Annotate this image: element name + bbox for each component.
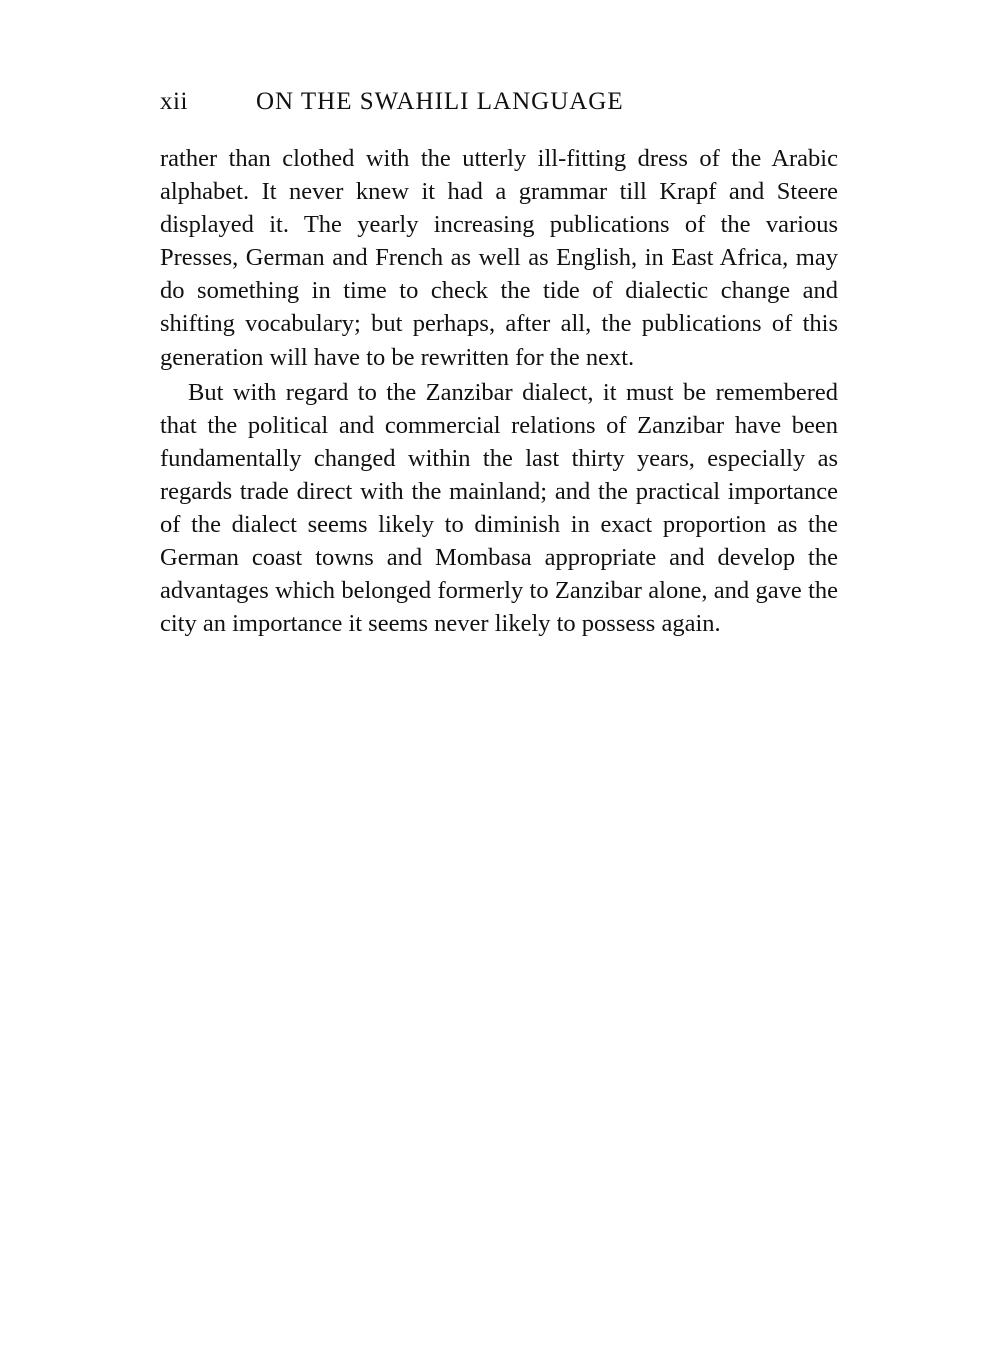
running-head-title: ON THE SWAHILI LANGUAGE [256, 88, 624, 115]
paragraph-1: rather than clothed with the utterly ill-fitting dress of the Arabic alphabet. It never knew it had a grammar till Krapf and Steere displayed it. The yearly increasing publications of the various Presses, German and French as well as English, in East Africa, may do something in time to check the tide of dialectic change and shifting vocabulary; but perhaps, after all, the publications of this generation will have to be rewritten for the next. [160, 145, 838, 371]
page-number: xii [160, 88, 188, 115]
running-head [160, 88, 838, 132]
book-page [160, 88, 838, 640]
paragraph-2: But with regard to the Zanzibar dialect, it must be remembered that the political and commercial relations of Zanzibar have been fundamentally changed within the last thirty years, especially as regards trade direct with the mainland; and the practical importance of the dialect seems likely to diminish in exact proportion as the German coast towns and Mombasa appropriate and develop the advantages which belonged formerly to Zanzibar alone, and gave the city an importance it seems never likely to possess again. [160, 378, 838, 638]
body-text [160, 142, 838, 640]
